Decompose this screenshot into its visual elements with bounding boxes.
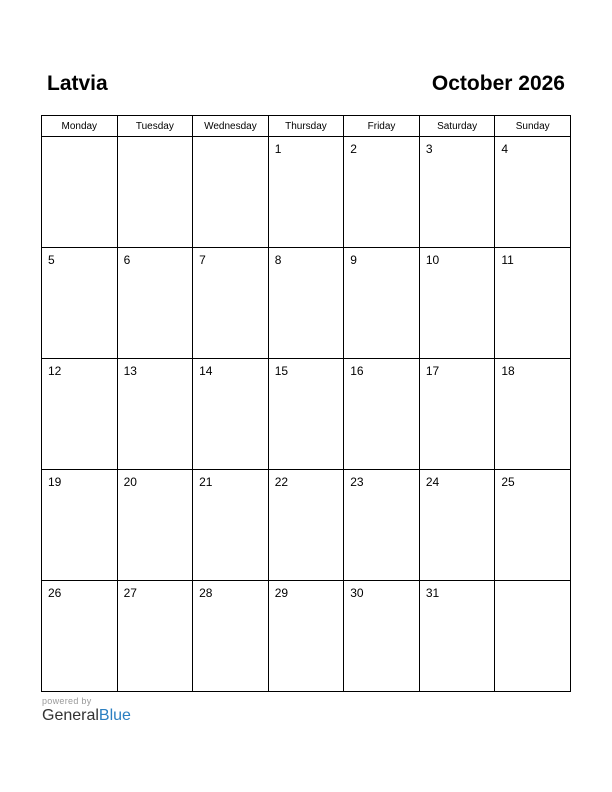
day-number: 11 <box>501 253 514 267</box>
weekday-sunday: Sunday <box>495 116 571 137</box>
day-cell <box>419 137 495 248</box>
generalblue-logo[interactable] <box>42 707 131 725</box>
weekday-friday: Friday <box>344 116 420 137</box>
day-number: 16 <box>350 364 364 378</box>
day-cell <box>117 359 193 470</box>
day-number: 8 <box>274 253 282 267</box>
powered-by-text: powered by <box>42 696 92 706</box>
day-cell <box>495 470 571 581</box>
day-number: 30 <box>350 586 364 600</box>
day-number: 21 <box>199 475 213 489</box>
day-number: 29 <box>274 586 289 600</box>
day-cell <box>268 470 344 581</box>
day-cell <box>117 248 193 359</box>
day-cell <box>495 248 571 359</box>
day-cell <box>117 470 193 581</box>
day-number: 17 <box>425 364 440 378</box>
weekday-thursday: Thursday <box>268 116 344 137</box>
day-cell <box>193 581 269 692</box>
weekday-wednesday: Wednesday <box>193 116 269 137</box>
day-number: 23 <box>350 475 364 489</box>
day-number <box>495 581 570 586</box>
day-cell <box>268 248 344 359</box>
day-cell <box>268 137 344 248</box>
footer-branding <box>42 696 131 725</box>
day-number: 9 <box>350 253 357 267</box>
day-number: 13 <box>123 364 137 378</box>
calendar-month-title: October 2026 <box>431 72 565 95</box>
day-cell <box>344 581 420 692</box>
day-cell <box>268 359 344 470</box>
week-row-5 <box>42 581 571 692</box>
day-cell <box>117 581 193 692</box>
day-number <box>42 137 117 142</box>
day-number: 14 <box>199 364 213 378</box>
day-number: 27 <box>123 586 137 600</box>
brand-name-part2: Blue <box>98 707 131 724</box>
day-cell <box>419 359 495 470</box>
day-cell <box>42 137 118 248</box>
day-number: 3 <box>425 142 433 156</box>
day-number: 5 <box>48 253 55 267</box>
day-number: 19 <box>48 475 62 489</box>
weekday-tuesday: Tuesday <box>117 116 193 137</box>
day-number: 6 <box>123 253 131 267</box>
day-number: 26 <box>48 586 62 600</box>
day-cell <box>344 359 420 470</box>
week-row-2 <box>42 248 571 359</box>
day-number: 22 <box>274 475 289 489</box>
weekday-saturday: Saturday <box>419 116 495 137</box>
day-number: 18 <box>501 364 515 378</box>
day-cell <box>42 248 118 359</box>
day-cell <box>42 359 118 470</box>
day-cell <box>268 581 344 692</box>
day-cell <box>344 137 420 248</box>
day-cell <box>495 359 571 470</box>
weekday-header-row <box>42 116 571 137</box>
day-cell <box>42 470 118 581</box>
day-number: 15 <box>274 364 289 378</box>
day-cell <box>419 248 495 359</box>
day-cell <box>117 137 193 248</box>
week-row-4 <box>42 470 571 581</box>
day-cell <box>193 359 269 470</box>
day-cell <box>419 470 495 581</box>
calendar-grid <box>41 115 571 692</box>
day-cell <box>42 581 118 692</box>
day-cell <box>419 581 495 692</box>
day-cell <box>344 248 420 359</box>
day-number: 2 <box>350 142 357 156</box>
day-number <box>118 137 193 142</box>
day-number: 1 <box>274 142 282 156</box>
day-number <box>193 137 268 142</box>
day-number: 31 <box>425 586 440 600</box>
day-number: 24 <box>425 475 440 489</box>
day-cell <box>193 137 269 248</box>
calendar-country-title: Latvia <box>47 72 108 95</box>
day-number: 10 <box>425 253 440 267</box>
day-number: 4 <box>501 142 509 156</box>
day-number: 20 <box>123 475 137 489</box>
weekday-monday: Monday <box>42 116 118 137</box>
day-number: 28 <box>199 586 213 600</box>
day-cell <box>495 581 571 692</box>
day-cell <box>193 248 269 359</box>
day-number: 7 <box>199 253 206 267</box>
day-number: 12 <box>48 364 62 378</box>
brand-name-part1: General <box>42 707 99 724</box>
day-cell <box>344 470 420 581</box>
day-cell <box>193 470 269 581</box>
day-number: 25 <box>501 475 515 489</box>
week-row-3 <box>42 359 571 470</box>
week-row-1 <box>42 137 571 248</box>
day-cell <box>495 137 571 248</box>
